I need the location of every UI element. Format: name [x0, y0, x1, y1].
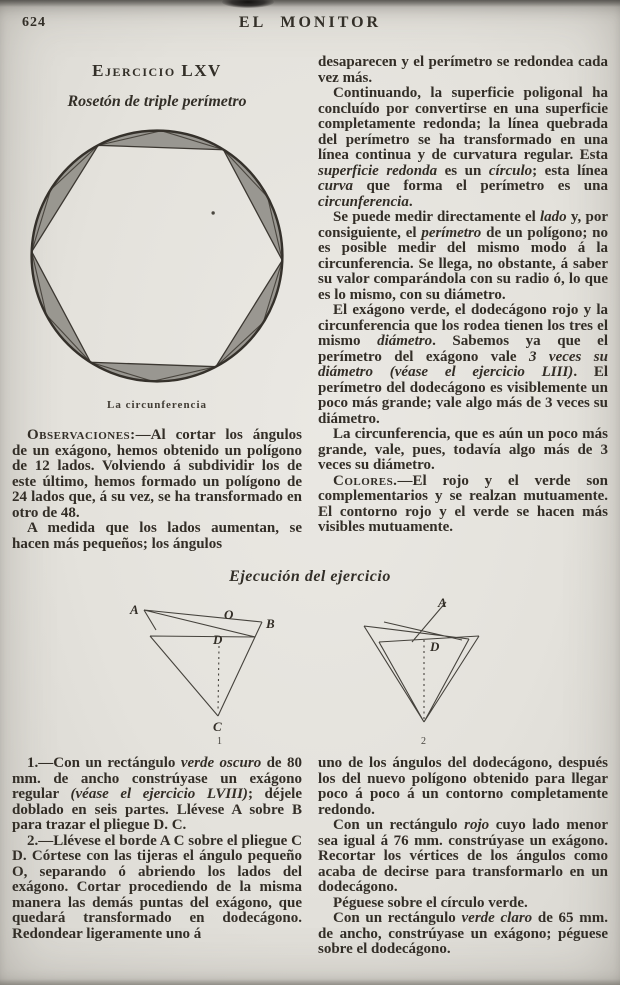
- text-run: es un: [437, 162, 489, 179]
- text-run: —Al cortar los ángulos de un exágono, hemos obtenido un polígono de 12 lados. Volviendo á subdividir los de este último, hemos formado un polígono de 24 lados que, á su vez, se ha transformado en otro de 48.: [12, 427, 302, 521]
- bottom-columns: [0, 756, 620, 958]
- text-run: cuyo lado menor sea igual á 76 mm. constrúyase un exágono. Recortar los vértices de los ángulos como acaba de decirse para transformarlo en un dodecágono.: [318, 817, 608, 895]
- paragraph: [12, 521, 302, 552]
- point-label-c: C: [213, 719, 222, 734]
- point-label-a: A: [438, 595, 447, 610]
- text-run: La circunferencia, que es aún un poco más grande, vale, pues, todavía algo más de 3 veces su diámetro.: [318, 426, 608, 473]
- text-run: que forma el perímetro es una: [353, 178, 608, 194]
- smallcaps-run: Colores.: [333, 472, 398, 489]
- rosette-figure-wrap: [12, 121, 302, 411]
- text-run: 2.—Llévese el borde A C sobre el pliegue C D. Córtese con las tijeras el ángulo pequeño O, separando ó abriendo los lados del exágono. Cortar procediendo de la misma manera las demás puntas del exágono, que quedará transformado en dodecágono. Redondear ligeramente uno á: [12, 832, 302, 942]
- point-label-a: A: [130, 602, 139, 617]
- italic-run: 3 veces su diámetro: [318, 348, 608, 380]
- rosette-figure: [26, 121, 288, 391]
- right-column: [318, 55, 608, 552]
- italic-run: (véase el ejercicio LIII): [389, 364, 574, 380]
- point-label-o: O: [224, 607, 234, 622]
- paragraph: [318, 55, 608, 86]
- text-run: A medida que los lados aumentan, se hacen más pequeños; los ángulos: [12, 520, 302, 552]
- text-run: —El rojo y el verde son complementarios y se realzan mutuamente. El contorno rojo y el verde se hacen más visibles mutuamente.: [318, 472, 608, 535]
- left-top-paragraphs: [12, 428, 302, 552]
- execution-figures-row: [0, 594, 620, 746]
- right-top-paragraphs: [318, 55, 608, 536]
- italic-run: curva: [318, 178, 353, 194]
- paragraph: [318, 210, 608, 303]
- text-run: de un polígono; no es posible medir del mismo modo á la circunferencia. Se llega, no obstante, á saber su valor comparándola con su radio ó, lo que es lo mismo, con su diámetro.: [318, 224, 608, 303]
- scan-edge-bottom: [0, 979, 620, 985]
- italic-run: verde oscuro: [180, 755, 262, 771]
- italic-run: (véase el ejercicio LVIII): [70, 786, 248, 802]
- smallcaps-run: Observaciones:: [27, 427, 136, 443]
- figure-caption: La circunferencia: [107, 399, 207, 411]
- text-run: . El perímetro del dodecágono es visiblemente un poco más grande; vale algo más de 3 veces su diámetro.: [318, 364, 608, 427]
- text-run: ; déjele doblado en seis partes. Llévese A sobre B para trazar el pliegue D. C.: [12, 786, 302, 833]
- italic-run: diámetro: [377, 333, 433, 349]
- right-column-bottom: [318, 756, 608, 958]
- running-head: EL MONITOR: [238, 14, 382, 31]
- text-run: .: [408, 193, 413, 210]
- text-run: Continuando, la superficie poligonal ha concluído por convertirse en una superficie completamente redonda; la línea quebrada del perímetro se ha transformado en una línea continua y de curvatura regular. Esta: [318, 85, 608, 163]
- paragraph: [318, 896, 608, 912]
- paragraph: [318, 911, 608, 958]
- fold-lines: [144, 610, 262, 716]
- exercise-title: Rosetón de triple perímetro: [67, 93, 247, 110]
- text-run: de 80 mm. de ancho constrúyase un exágono regular: [12, 755, 302, 802]
- text-run: Con un rectángulo: [333, 910, 462, 926]
- text-run: de 65 mm. de ancho, constrúyase un exágono; péguese sobre el dodecágono.: [318, 910, 608, 957]
- ink-dot: [211, 211, 214, 214]
- text-run: 1.—Con un rectángulo: [27, 755, 181, 771]
- top-columns: [0, 55, 620, 552]
- paragraph: [318, 303, 608, 427]
- point-label-d: D: [430, 639, 440, 654]
- text-run: . Sabemos ya que el perímetro del exágono vale: [318, 333, 608, 365]
- point-label-d: D: [213, 632, 223, 647]
- page-header: [0, 0, 620, 42]
- dodecagon-outline: [27, 126, 286, 385]
- page-number: 624: [22, 15, 46, 30]
- italic-run: circunferencia: [318, 193, 409, 210]
- text-run: y, por consiguiente, el: [318, 209, 608, 241]
- italic-run: verde claro: [461, 910, 533, 926]
- left-column-bottom: [12, 756, 302, 958]
- exercise-heading: Ejercicio LXV: [92, 61, 222, 80]
- text-run: uno de los ángulos del dodecágono, después los del nuevo polígono obtenido para llegar poco á poco á un contorno completamente redondo.: [318, 755, 608, 818]
- text-run: [373, 364, 390, 380]
- text-run: Se puede medir directamente el: [333, 209, 541, 225]
- italic-run: superficie redonda: [318, 162, 438, 179]
- text-run: Péguese sobre el círculo verde.: [333, 894, 528, 911]
- fold-diagram-1: [126, 594, 276, 746]
- point-label-b: B: [266, 616, 275, 631]
- paragraph: [318, 756, 608, 818]
- crease-dotted-line: [218, 646, 219, 712]
- paragraph: [318, 474, 608, 536]
- italic-run: lado: [540, 209, 567, 225]
- paragraph: [12, 428, 302, 521]
- fold-lines: [364, 602, 479, 722]
- text-run: El exágono verde, el dodecágono rojo y la circunferencia que los rodea tienen los tres el mismo: [318, 302, 608, 349]
- text-run: ; esta línea: [532, 162, 608, 179]
- execution-heading: Ejecución del ejercicio: [229, 568, 391, 585]
- paragraph: [12, 834, 302, 943]
- left-column: [12, 55, 302, 552]
- fold-diagram-2: [354, 594, 494, 746]
- text-run: desaparecen y el perímetro se redondea cada vez más.: [318, 54, 608, 86]
- italic-run: círculo: [488, 162, 533, 179]
- italic-run: perímetro: [421, 224, 482, 241]
- figure-number-1: 1: [217, 736, 222, 746]
- paragraph: [318, 86, 608, 210]
- text-run: Con un rectángulo: [333, 817, 465, 833]
- paragraph: [12, 756, 302, 834]
- shaded-ring: [27, 126, 286, 385]
- paragraph: [318, 818, 608, 896]
- figure-number-2: 2: [421, 736, 426, 746]
- paragraph: [318, 427, 608, 474]
- italic-run: rojo: [464, 817, 490, 833]
